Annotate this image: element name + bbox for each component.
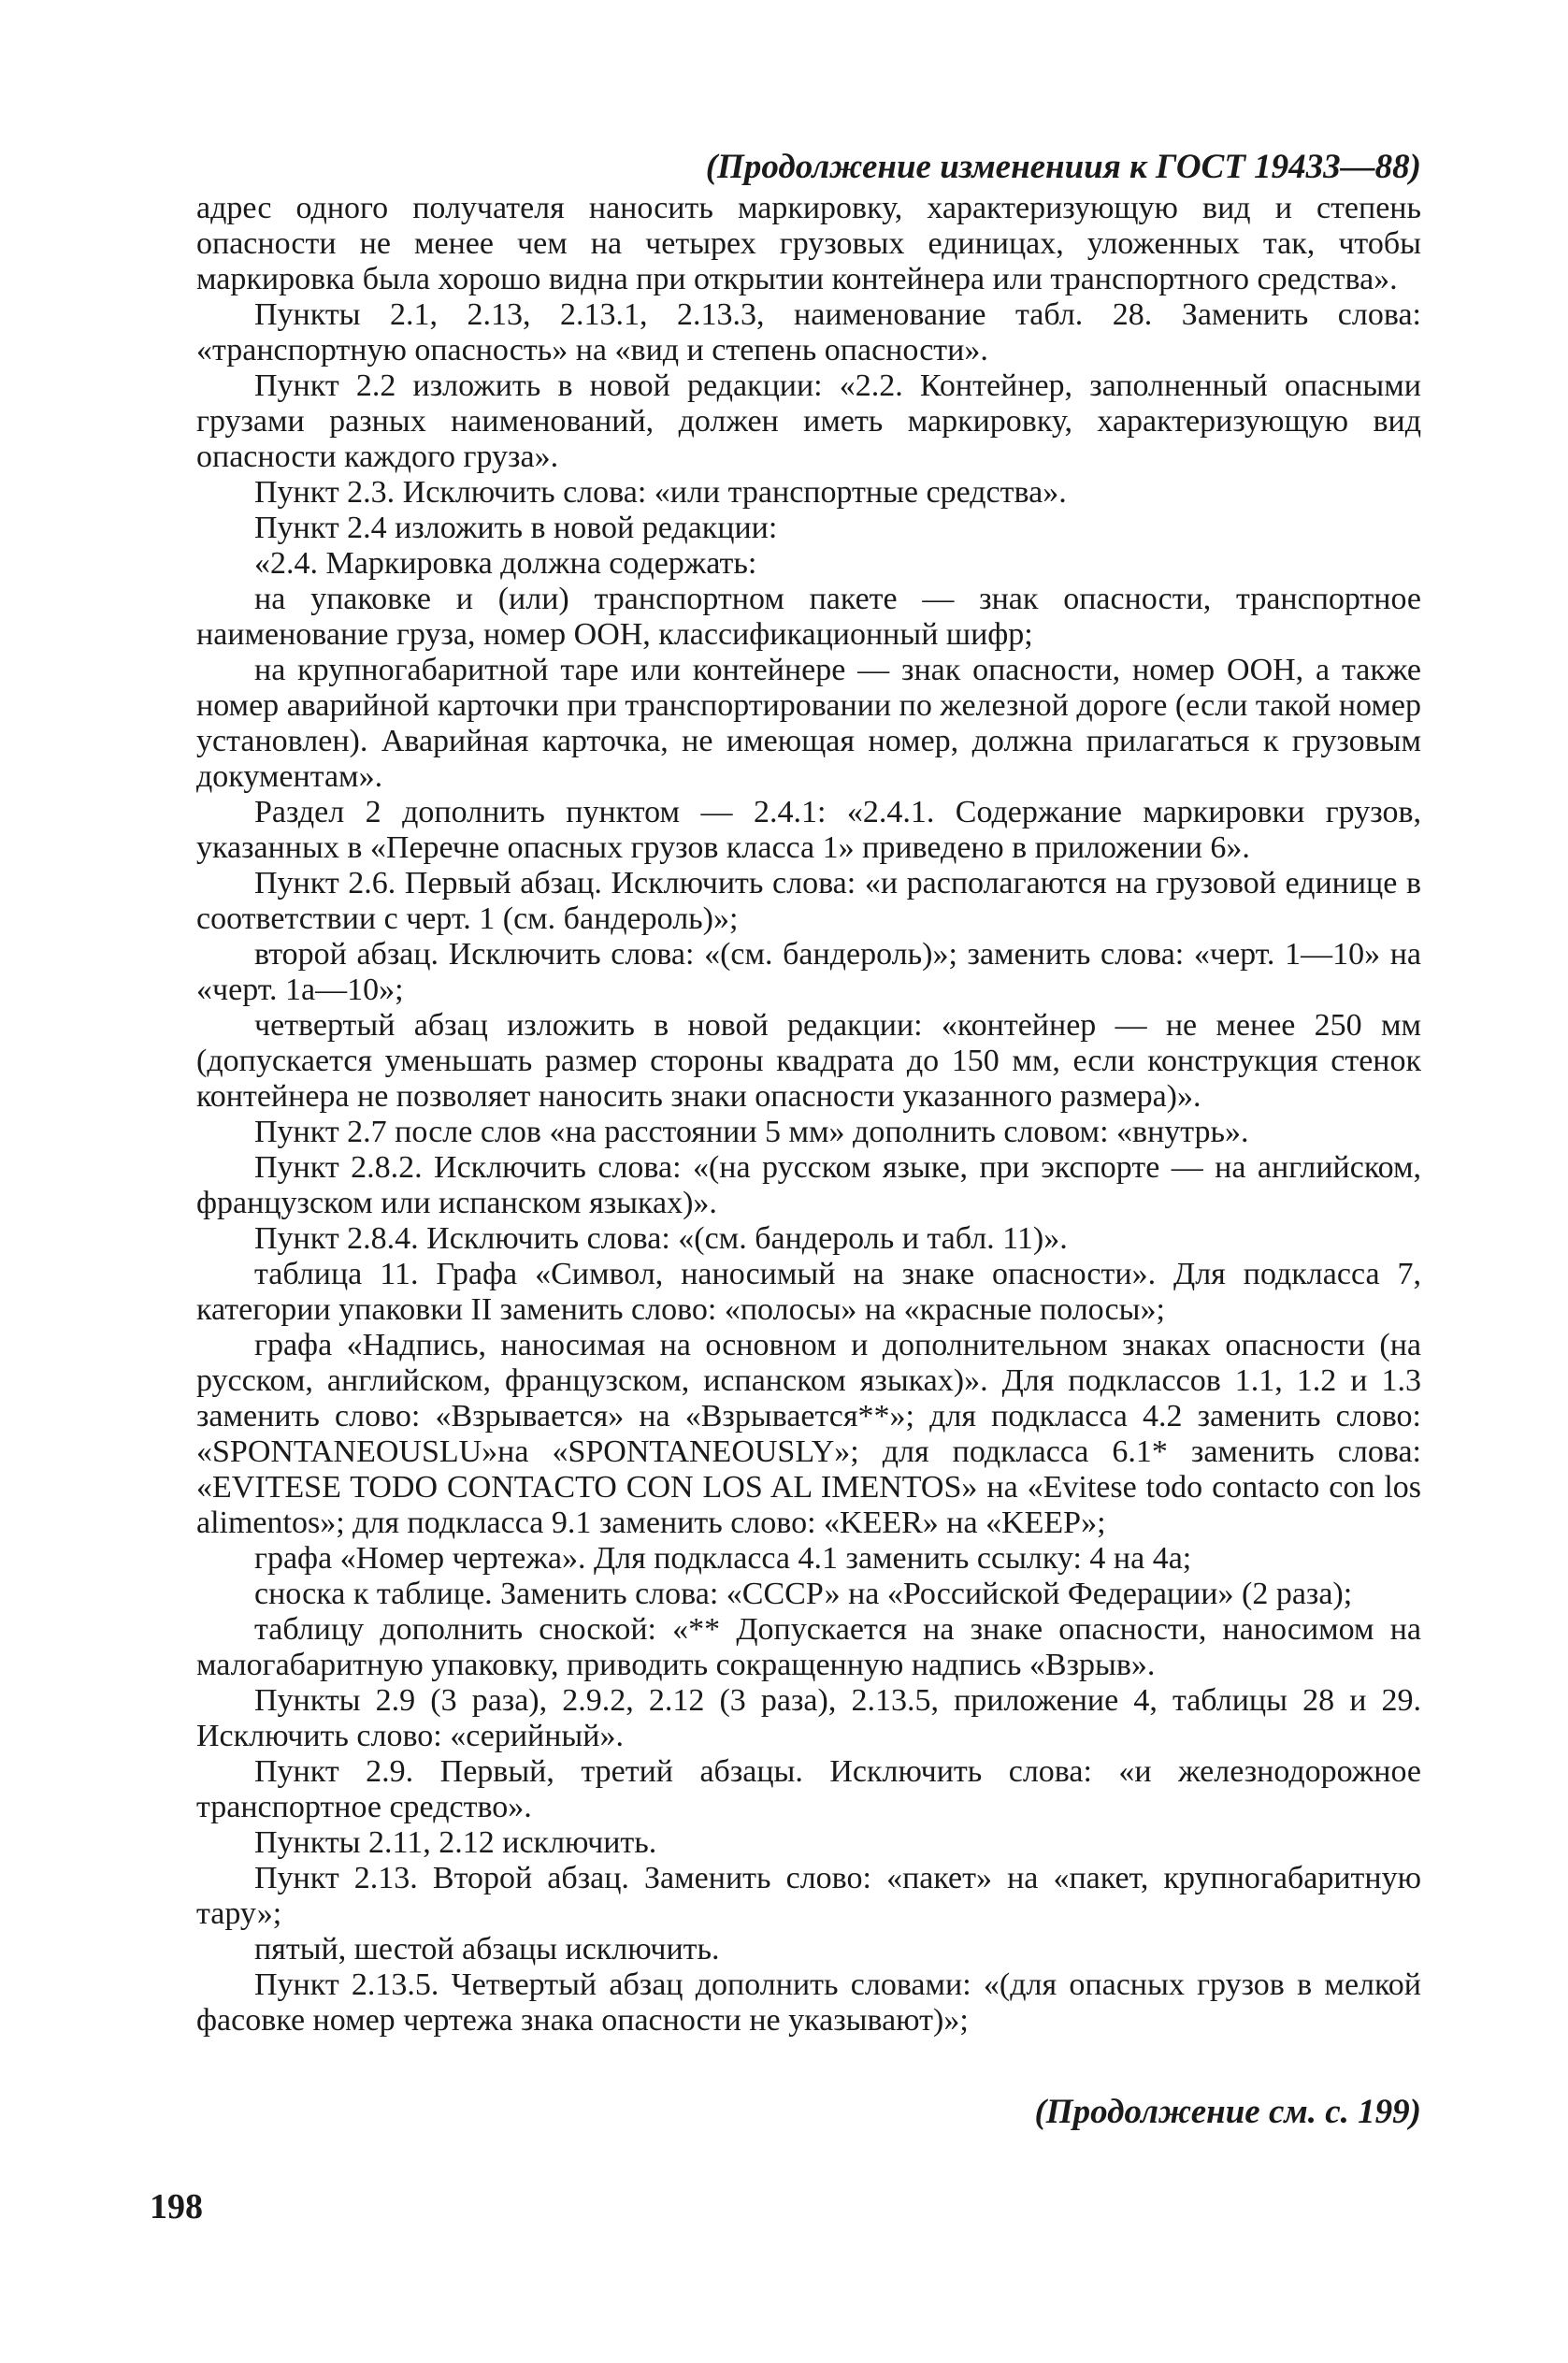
- document-body: [196, 191, 1421, 2039]
- paragraph: Пункт 2.8.2. Исключить слова: «(на русском языке, при экспорте — на английском, французском или испанском языках)».: [196, 1150, 1421, 1220]
- paragraph: Раздел 2 дополнить пунктом — 2.4.1: «2.4.1. Содержание маркировки грузов, указанных в «Перечне опасных грузов класса 1» приведено в приложении 6».: [196, 795, 1421, 865]
- page-number: 198: [150, 2187, 203, 2226]
- paragraph: Пункт 2.3. Исключить слова: «или транспортные средства».: [254, 475, 1067, 510]
- continuation-note: (Продолжение см. с. 199): [1034, 2093, 1421, 2131]
- paragraph: «2.4. Маркировка должна содержать:: [254, 546, 757, 581]
- document-page: [196, 150, 1421, 2130]
- paragraph: Пункт 2.4 изложить в новой редакции:: [254, 511, 778, 545]
- paragraph: Пункты 2.11, 2.12 исключить.: [254, 1825, 657, 1860]
- paragraph: графа «Номер чертежа». Для подкласса 4.1 заменить ссылку: 4 на 4а;: [254, 1541, 1192, 1576]
- paragraph: таблицу дополнить сноской: «** Допускается на знаке опасности, наносимом на малогабаритную упаковку, приводить сокращенную надпись «Взрыв».: [196, 1612, 1421, 1682]
- paragraph: адрес одного получателя наносить маркировку, характеризующую вид и степень опасности не менее чем на четырех грузовых единицах, уложенных так, чтобы маркировка была хорошо видна при открытии контейнера или транспортного средства».: [196, 191, 1421, 296]
- paragraph: четвертый абзац изложить в новой редакции: «контейнер — не менее 250 мм (допускается уменьшать размер стороны квадрата до 150 мм, если конструкция стенок контейнера не позволяет наносить знаки опасности указанного размера)».: [196, 1008, 1421, 1114]
- paragraph: Пункт 2.7 после слов «на расстоянии 5 мм» дополнить словом: «внутрь».: [254, 1115, 1249, 1149]
- running-header: (Продолжение изменениия к ГОСТ 19433—88): [705, 148, 1421, 186]
- paragraph: Пункты 2.1, 2.13, 2.13.1, 2.13.3, наименование табл. 28. Заменить слова: «транспортную опасность» на «вид и степень опасности».: [196, 297, 1421, 367]
- paragraph: на упаковке и (или) транспортном пакете — знак опасности, транспортное наименование груза, номер ООН, классификационный шифр;: [196, 582, 1421, 652]
- paragraph: пятый, шестой абзацы исключить.: [254, 1932, 720, 1967]
- paragraph: Пункт 2.9. Первый, третий абзацы. Исключить слова: «и железнодорожное транспортное средство».: [196, 1754, 1421, 1824]
- paragraph: Пункт 2.8.4. Исключить слова: «(см. бандероль и табл. 11)».: [254, 1221, 1068, 1256]
- paragraph: Пункт 2.2 изложить в новой редакции: «2.2. Контейнер, заполненный опасными грузами разных наименований, должен иметь маркировку, характеризующую вид опасности каждого груза».: [196, 368, 1421, 474]
- paragraph: на крупногабаритной таре или контейнере — знак опасности, номер ООН, а также номер аварийной карточки при транспортировании по железной дороге (если такой номер установлен). Аварийная карточка, не имеющая номер, должна прилагаться к грузовым документам».: [196, 653, 1421, 794]
- paragraph: Пункт 2.13.5. Четвертый абзац дополнить словами: «(для опасных грузов в мелкой фасовке номер чертежа знака опасности не указывают)»;: [196, 1967, 1421, 2038]
- paragraph: таблица 11. Графа «Символ, наносимый на знаке опасности». Для подкласса 7, категории упаковки II заменить слово: «полосы» на «красные полосы»;: [196, 1257, 1421, 1327]
- paragraph: Пункт 2.6. Первый абзац. Исключить слова: «и располагаются на грузовой единице в соответствии с черт. 1 (см. бандероль)»;: [196, 866, 1421, 936]
- paragraph: графа «Надпись, наносимая на основном и дополнительном знаках опасности (на русском, английском, французском, испанском языках)». Для подклассов 1.1, 1.2 и 1.3 заменить слово: «Взрывается» на «Взрывается**»; для подкласса 4.2 заменить слово: «SPONTANEOUSLU»на «SPONTANEOUSLY»; для подкласса 6.1* заменить слова: «EVITESE TODO CONTACTO CON LOS AL IMENTOS» на «Evitese todo contacto con los alimentos»; для подкласса 9.1 заменить слово: «KEER» на «KEEP»;: [196, 1328, 1421, 1540]
- paragraph: Пункты 2.9 (3 раза), 2.9.2, 2.12 (3 раза), 2.13.5, приложение 4, таблицы 28 и 29. Исключить слово: «серийный».: [196, 1683, 1421, 1753]
- paragraph: второй абзац. Исключить слова: «(см. бандероль)»; заменить слова: «черт. 1—10» на «черт. 1а—10»;: [196, 937, 1421, 1007]
- paragraph: Пункт 2.13. Второй абзац. Заменить слово: «пакет» на «пакет, крупногабаритную тару»;: [196, 1861, 1421, 1931]
- paragraph: сноска к таблице. Заменить слова: «СССР» на «Российской Федерации» (2 раза);: [254, 1577, 1353, 1611]
